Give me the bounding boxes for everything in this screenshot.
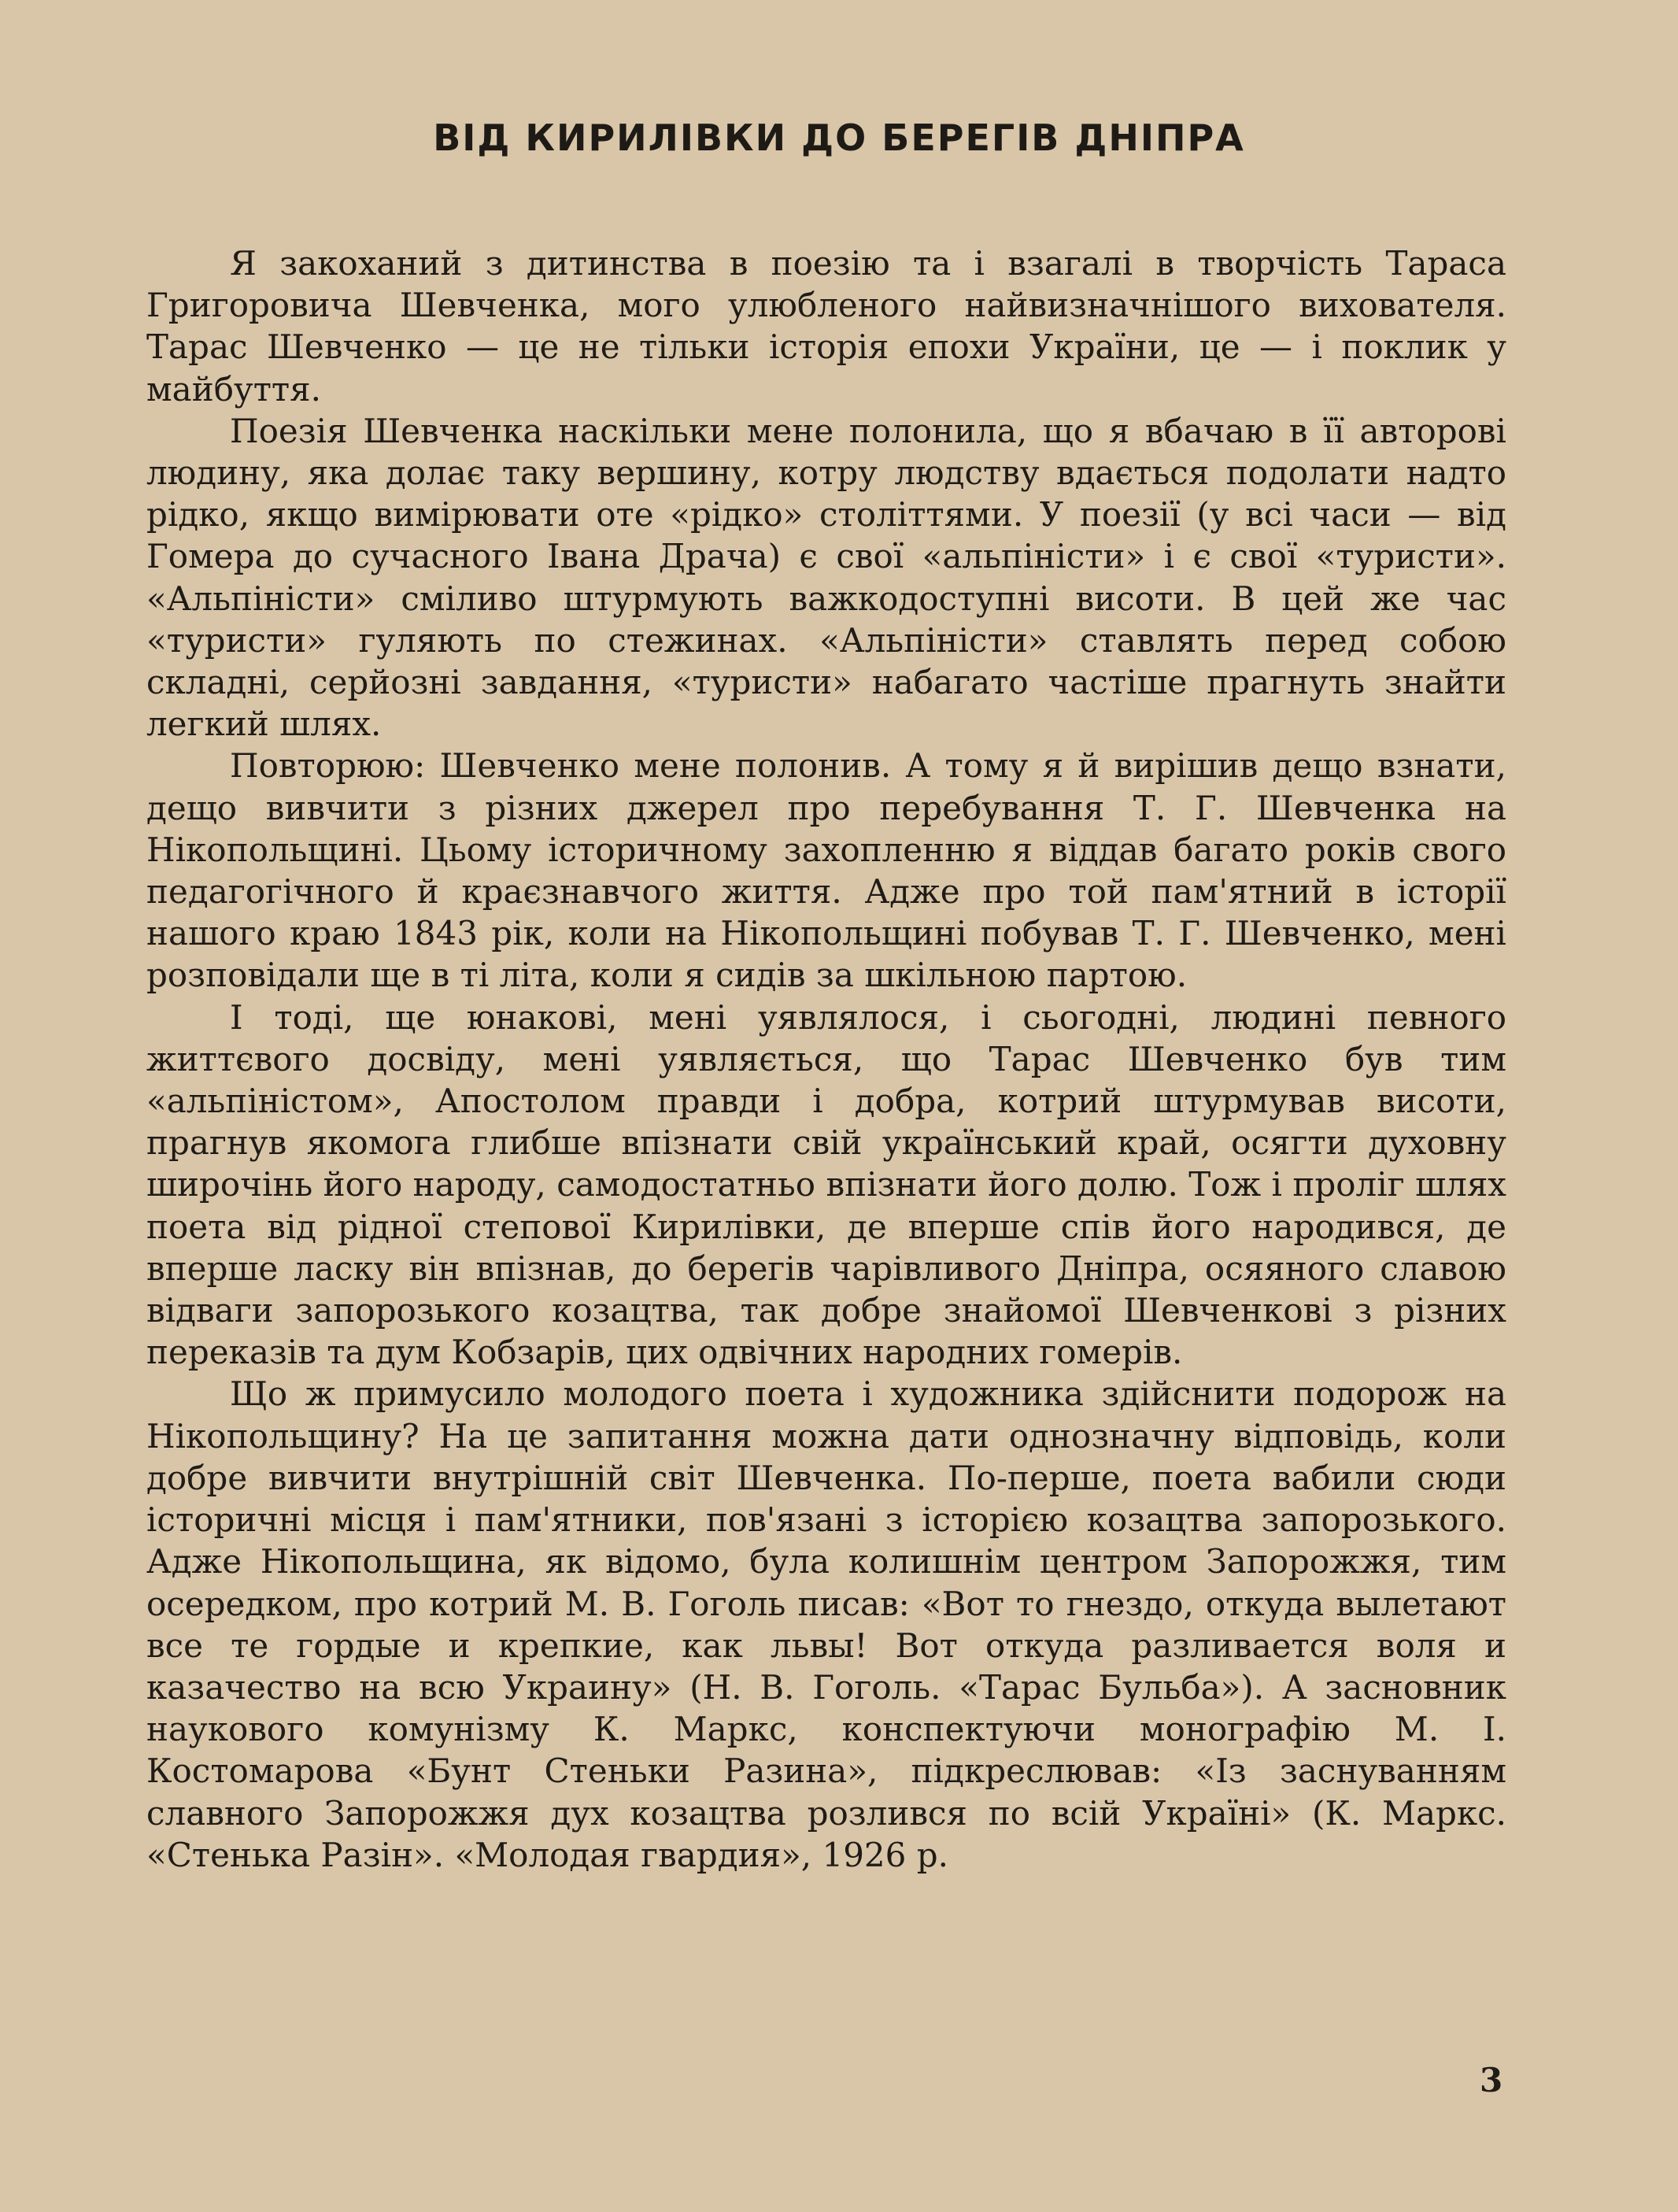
page-number: 3 (1480, 2061, 1503, 2099)
body-text (146, 242, 1506, 1876)
paragraph: Повторюю: Шевченко мене полонив. А тому я й вирішив дещо взнати, дещо вивчити з різних джерел про перебування Т. Г. Шевченка на Нікопольщині. Цьому історичному захопленню я віддав багато років свого педагогічного й краєзнавчого життя. Адже про той пам'ятний в історії нашого краю 1843 рік, коли на Нікопольщині побував Т. Г. Шевченко, мені розповідали ще в ті літа, коли я сидів за шкільною партою. (146, 746, 1506, 995)
chapter-title: ВІД КИРИЛІВКИ ДО БЕРЕГІВ ДНІПРА (433, 117, 1245, 159)
paragraph: І тоді, ще юнакові, мені уявлялося, і сьогодні, людині певного життєвого досвіду, мені уявляється, що Тарас Шевченко був тим «альпіністом», Апостолом правди і добра, котрий штурмував висоти, прагнув якомога глибше впізнати свій український край, осягти духовну широчінь його народу, самодостатньо впізнати його долю. Тож і проліг шлях поета від рідної степової Кирилівки, де вперше спів його народився, де вперше ласку він впізнав, до берегів чарівливого Дніпра, осяяного славою відваги запорозького козацтва, так добре знайомої Шевченкові з різних переказів та дум Кобзарів, цих одвічних народних гомерів. (146, 997, 1506, 1372)
paragraph: Поезія Шевченка наскільки мене полонила, що я вбачаю в її авторові людину, яка долає таку вершину, котру людству вдається подолати надто рідко, якщо вимірювати оте «рідко» століттями. У поезії (у всі часи — від Гомера до сучасного Івана Драча) є свої «альпіністи» і є свої «туристи». «Альпіністи» сміливо штурмують важкодоступні висоти. В цей же час «туристи» гуляють по стежинах. «Альпіністи» ставлять перед собою складні, серйозні завдання, «туристи» набагато частіше прагнуть знайти легкий шлях. (146, 411, 1506, 744)
paragraph: Що ж примусило молодого поета і художника здійснити подорож на Нікопольщину? На це запитання можна дати однозначну відповідь, коли добре вивчити внутрішній світ Шевченка. По-перше, поета вабили сюди історичні місця і пам'ятники, пов'язані з історією козацтва запорозького. Адже Нікопольщина, як відомо, була колишнім центром Запорожжя, тим осередком, про котрий М. В. Гоголь писав: «Вот то гнездо, откуда вылетают все те гордые и крепкие, как львы! Вот откуда разливается воля и казачество на всю Украину» (Н. В. Гоголь. «Тарас Бульба»). А засновник наукового комунізму К. Маркс, конспектуючи монографію М. І. Костомарова «Бунт Стеньки Разина», підкреслював: «Із заснуванням славного Запорожжя дух козацтва розлився по всій Україні» (К. Маркс. «Стенька Разін». «Молодая гвардия», 1926 р. (146, 1374, 1506, 1874)
paragraph: Я закоханий з дитинства в поезію та і взагалі в творчість Тараса Григоровича Шевченка, мого улюбленого найвизначнішого вихователя. Тарас Шевченко — це не тільки історія епохи України, це — і поклик у майбуття. (146, 244, 1506, 409)
